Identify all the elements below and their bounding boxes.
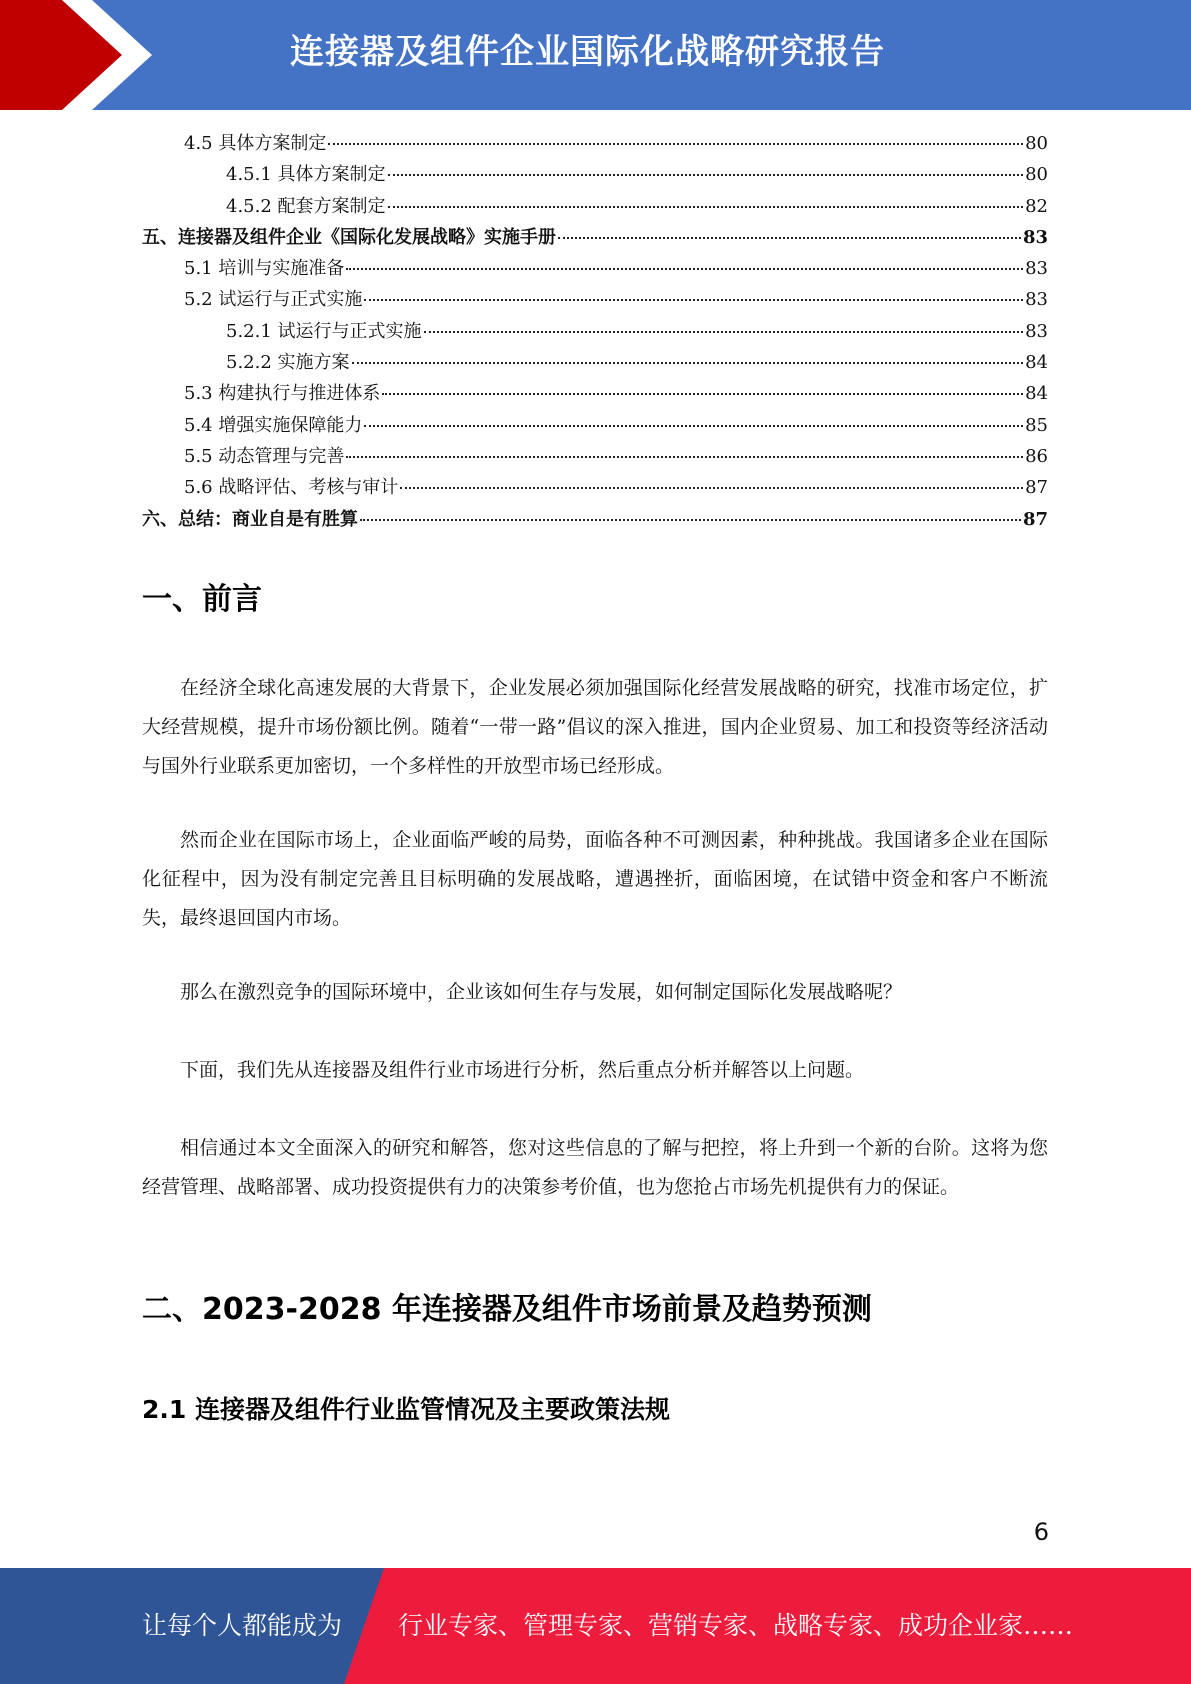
toc-entry-label: 4.5.1 具体方案制定 — [226, 164, 386, 186]
table-of-contents — [142, 128, 1048, 535]
preface-paragraph-3: 那么在激烈竞争的国际环境中，企业该如何生存与发展，如何制定国际化发展战略呢？ — [180, 981, 903, 1003]
toc-entry[interactable] — [142, 284, 1048, 315]
footer-slogan-right: 行业专家、管理专家、营销专家、战略专家、成功企业家…… — [398, 1611, 1074, 1640]
toc-entry[interactable] — [142, 441, 1048, 472]
toc-entry-label: 5.5 动态管理与完善 — [184, 445, 345, 467]
toc-entry[interactable] — [142, 222, 1048, 253]
preface-paragraph-5: 相信通过本文全面深入的研究和解答，您对这些信息的了解与把控，将上升到一个新的台阶。这将为您经营管理、战略部署、成功投资提供有力的决策参考价值，也为您抢占市场先机提供有力的保证。 — [142, 1137, 1048, 1198]
toc-entry-page: 82 — [1025, 195, 1048, 217]
toc-entry-page: 80 — [1025, 133, 1048, 154]
header-title: 连接器及组件企业国际化战略研究报告 — [290, 32, 885, 72]
toc-dot-leader — [360, 518, 1021, 521]
toc-entry-page: 86 — [1025, 445, 1048, 467]
toc-entry[interactable] — [142, 504, 1048, 535]
section-heading-preface: 一、前言 — [142, 582, 262, 617]
toc-entry[interactable] — [142, 378, 1048, 409]
toc-dot-leader — [328, 142, 1023, 145]
toc-entry-label: 5.4 增强实施保障能力 — [184, 414, 363, 436]
toc-entry-page: 84 — [1025, 352, 1048, 374]
toc-entry-label: 4.5.2 配套方案制定 — [226, 195, 386, 217]
toc-dot-leader — [346, 267, 1023, 270]
toc-entry-label: 六、总结：商业自是有胜算 — [142, 508, 358, 530]
page-header — [0, 0, 1191, 110]
toc-entry-label: 5.2.2 实施方案 — [226, 352, 350, 374]
toc-entry-page: 87 — [1025, 477, 1048, 499]
toc-dot-leader — [388, 173, 1024, 176]
toc-entry-page: 83 — [1022, 226, 1048, 248]
toc-entry[interactable] — [142, 347, 1048, 378]
toc-entry[interactable] — [142, 159, 1048, 190]
toc-dot-leader — [364, 298, 1023, 301]
toc-dot-leader — [382, 392, 1023, 395]
section-heading-market-outlook: 二、2023-2028 年连接器及组件市场前景及趋势预测 — [142, 1292, 872, 1327]
footer-slogan-left: 让每个人都能成为 — [142, 1611, 343, 1640]
toc-entry[interactable] — [142, 410, 1048, 441]
toc-entry[interactable] — [142, 472, 1048, 503]
toc-dot-leader — [364, 424, 1023, 427]
toc-entry-label: 5.6 战略评估、考核与审计 — [184, 477, 399, 499]
toc-entry-page: 87 — [1022, 508, 1048, 530]
toc-entry[interactable] — [142, 253, 1048, 284]
toc-entry-page: 85 — [1025, 414, 1048, 436]
toc-dot-leader — [346, 455, 1023, 458]
toc-entry-page: 83 — [1025, 258, 1048, 280]
toc-entry-page: 80 — [1025, 164, 1048, 186]
toc-entry-page: 83 — [1025, 320, 1048, 342]
toc-dot-leader — [388, 205, 1024, 208]
toc-entry-page: 83 — [1025, 289, 1048, 311]
page-number: 6 — [1033, 1518, 1049, 1546]
subsection-heading-regulation: 2.1 连接器及组件行业监管情况及主要政策法规 — [142, 1395, 670, 1424]
toc-dot-leader — [400, 486, 1023, 489]
toc-entry-label: 5.2.1 试运行与正式实施 — [226, 320, 422, 342]
toc-entry-label: 5.1 培训与实施准备 — [184, 258, 345, 280]
toc-entry-label: 五、连接器及组件企业《国际化发展战略》实施手册 — [142, 226, 556, 248]
toc-entry[interactable] — [142, 316, 1048, 347]
preface-paragraph-2: 然而企业在国际市场上，企业面临严峻的局势，面临各种不可测因素，种种挑战。我国诸多企业在国际化征程中，因为没有制定完善且目标明确的发展战略，遭遇挫折，面临困境，在试错中资金和客户不断流失，最终退回国内市场。 — [142, 829, 1048, 929]
preface-paragraph-1: 在经济全球化高速发展的大背景下，企业发展必须加强国际化经营发展战略的研究，找准市场定位，扩大经营规模，提升市场份额比例。随着“一带一路”倡议的深入推进，国内企业贸易、加工和投资等经济活动与国外行业联系更加密切，一个多样性的开放型市场已经形成。 — [142, 677, 1048, 777]
toc-entry-label: 4.5 具体方案制定 — [184, 133, 327, 154]
toc-dot-leader — [352, 361, 1024, 364]
toc-dot-leader — [558, 236, 1021, 239]
toc-entry-label: 5.3 构建执行与推进体系 — [184, 383, 381, 405]
toc-entry-page: 84 — [1025, 383, 1048, 405]
toc-entry[interactable] — [142, 191, 1048, 222]
toc-dot-leader — [424, 330, 1024, 333]
page-footer — [0, 1568, 1191, 1684]
toc-entry[interactable] — [142, 128, 1048, 159]
toc-entry-label: 5.2 试运行与正式实施 — [184, 289, 363, 311]
preface-paragraph-4: 下面，我们先从连接器及组件行业市场进行分析，然后重点分析并解答以上问题。 — [180, 1059, 865, 1081]
